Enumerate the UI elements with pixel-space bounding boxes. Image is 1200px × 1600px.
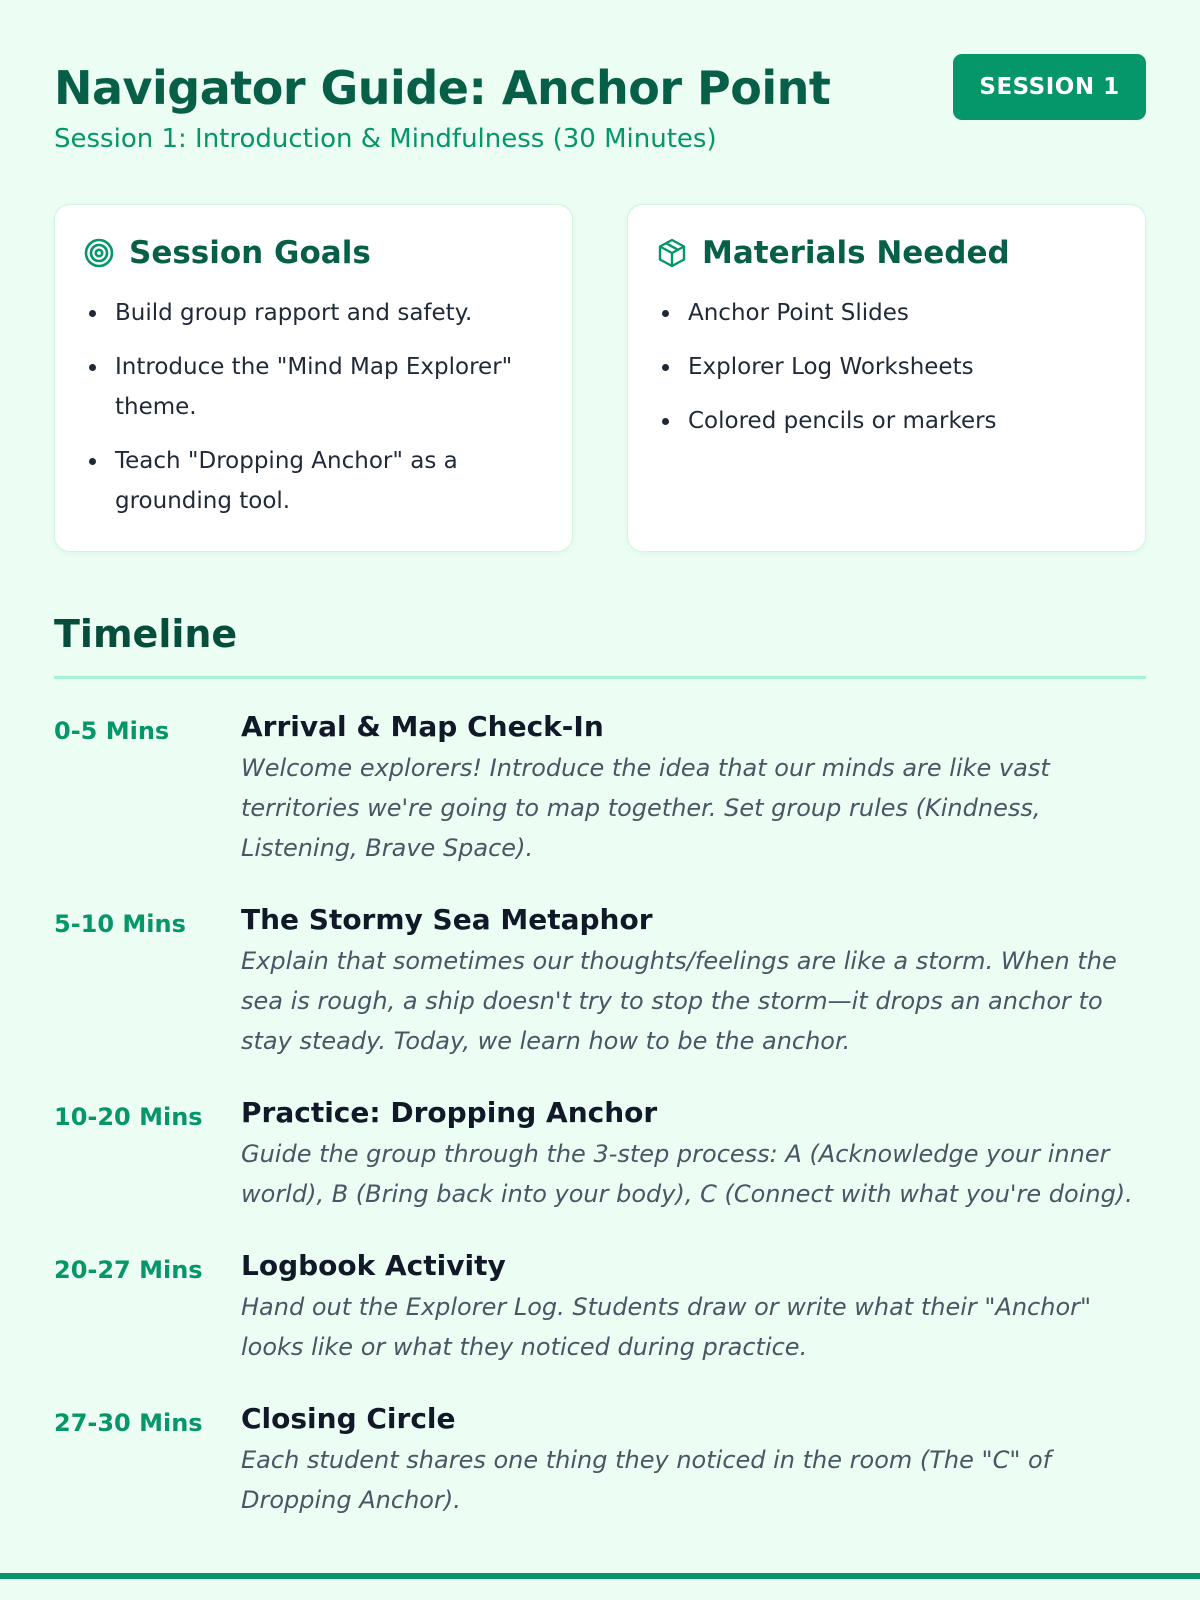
timeline-item	[54, 709, 1146, 868]
title-block	[54, 54, 830, 156]
materials-list	[656, 293, 1117, 441]
timeline-description: Welcome explorers! Introduce the idea that our minds are like vast territories we're going to map together. Set group rules (Kindness, Listening, Brave Space).	[241, 754, 1050, 862]
timeline-list	[54, 709, 1146, 1520]
timeline-item	[54, 1248, 1146, 1367]
timeline-description: Each student shares one thing they noticed in the room (The "C" of Dropping Anchor).	[241, 1446, 1052, 1514]
timeline-time: 20-27 Mins	[54, 1256, 203, 1284]
page-subtitle: Session 1: Introduction & Mindfulness (30 Minutes)	[54, 124, 717, 154]
timeline-time: 10-20 Mins	[54, 1103, 203, 1131]
material-item: Colored pencils or markers	[656, 401, 1117, 441]
footer-accent-bar	[0, 1573, 1200, 1579]
timeline-time: 27-30 Mins	[54, 1409, 203, 1437]
timeline-time: 5-10 Mins	[54, 910, 186, 938]
session-goals-title: Session Goals	[129, 235, 371, 271]
materials-header	[656, 235, 1117, 271]
timeline-title: Timeline	[54, 612, 238, 656]
timeline-description: Explain that sometimes our thoughts/feelings are like a storm. When the sea is rough, a ship doesn't try to stop the storm—it drops an anchor to stay steady. Today, we learn how to be the anchor.	[241, 947, 1117, 1055]
materials-card	[627, 204, 1146, 552]
session-badge: SESSION 1	[953, 54, 1146, 120]
session-goals-list	[83, 293, 544, 521]
target-icon	[83, 237, 115, 269]
info-cards	[54, 204, 1146, 552]
timeline-body	[241, 902, 1146, 1061]
session-goals-card	[54, 204, 573, 552]
box-icon	[656, 237, 688, 269]
material-item: Anchor Point Slides	[656, 293, 1117, 333]
goal-item: Teach "Dropping Anchor" as a grounding tool.	[83, 441, 544, 521]
material-item: Explorer Log Worksheets	[656, 347, 1117, 387]
timeline-body	[241, 709, 1146, 868]
timeline-item	[54, 1095, 1146, 1214]
timeline-heading: Arrival & Map Check-In	[241, 710, 604, 743]
materials-title: Materials Needed	[702, 235, 1010, 271]
goal-item: Introduce the "Mind Map Explorer" theme.	[83, 347, 544, 427]
timeline-description: Hand out the Explorer Log. Students draw or write what their "Anchor" looks like or what they noticed during practice.	[241, 1293, 1092, 1361]
timeline-heading: Logbook Activity	[241, 1249, 506, 1282]
goal-item: Build group rapport and safety.	[83, 293, 544, 333]
page-header	[54, 54, 1146, 156]
timeline-time: 0-5 Mins	[54, 717, 170, 745]
timeline-body	[241, 1095, 1146, 1214]
timeline-body	[241, 1401, 1146, 1520]
timeline-heading: Practice: Dropping Anchor	[241, 1096, 658, 1129]
timeline-divider	[54, 676, 1146, 679]
timeline-heading: Closing Circle	[241, 1402, 456, 1435]
session-goals-header	[83, 235, 544, 271]
timeline-heading: The Stormy Sea Metaphor	[241, 903, 653, 936]
timeline-description: Guide the group through the 3-step process: A (Acknowledge your inner world), B (Bring back into your body), C (Connect with what you're doing).	[241, 1140, 1133, 1208]
timeline-item	[54, 1401, 1146, 1520]
timeline-item	[54, 902, 1146, 1061]
timeline-body	[241, 1248, 1146, 1367]
page-title: Navigator Guide: Anchor Point	[54, 61, 831, 115]
